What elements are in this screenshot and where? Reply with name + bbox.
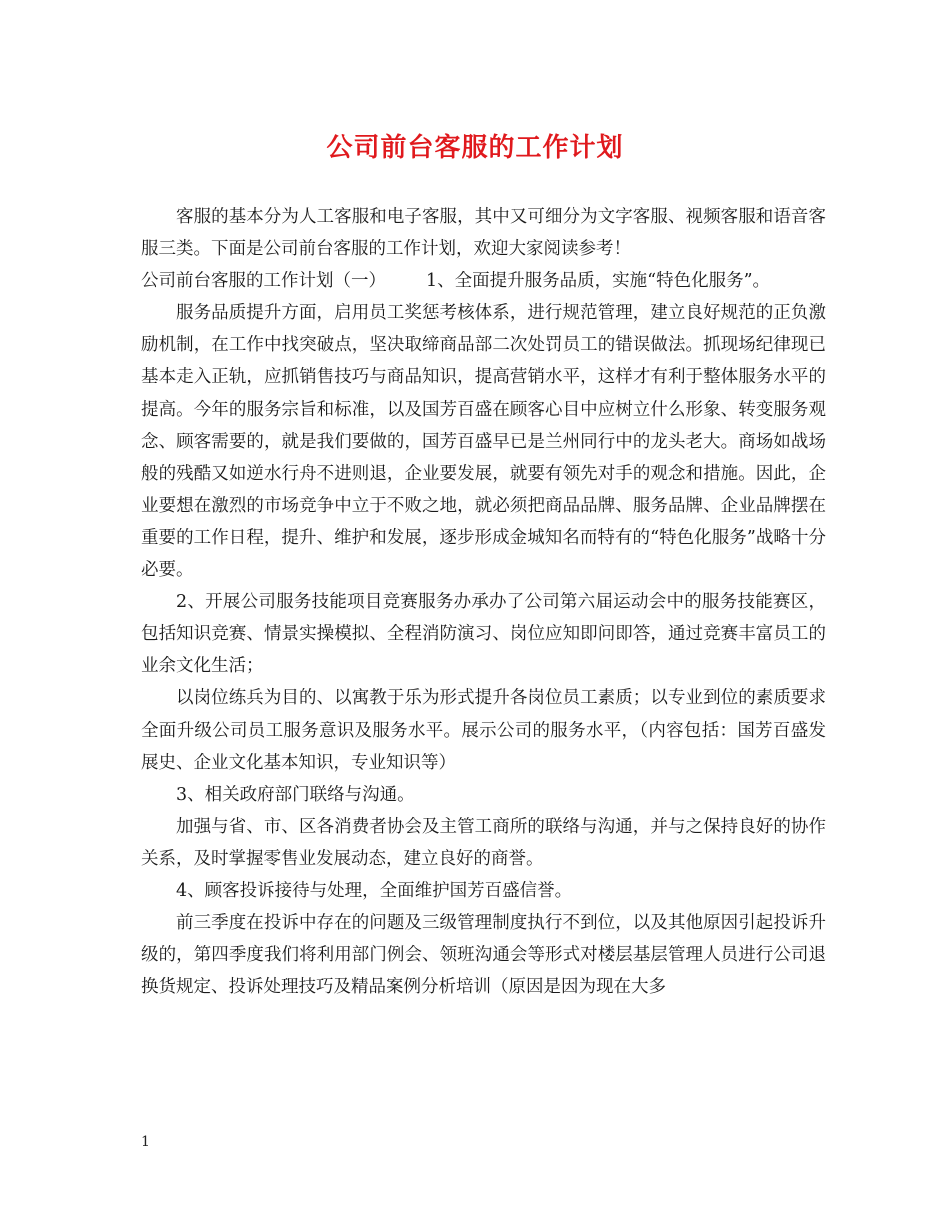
plan-heading-line bbox=[141, 265, 826, 297]
item3-heading: 3、相关政府部门联络与沟通。 bbox=[176, 784, 415, 805]
item4-heading: 4、顾客投诉接待与处理，全面维护国芳百盛信誉。 bbox=[176, 880, 573, 901]
document-title: 公司前台客服的工作计划 bbox=[326, 133, 624, 163]
document-body bbox=[141, 201, 826, 1003]
intro-paragraph: 客服的基本分为人工客服和电子客服，其中又可细分为文字客服、视频客服和语音客服三类。下面是公司前台客服的工作计划，欢迎大家阅读参考！ bbox=[141, 207, 826, 260]
item4-paragraph: 前三季度在投诉中存在的问题及三级管理制度执行不到位，以及其他原因引起投诉升级的，第四季度我们将利用部门例会、领班沟通会等形式对楼层基层管理人员进行公司退换货规定、投诉处理技巧及精品案例分析培训（原因是因为现在大多 bbox=[141, 913, 826, 998]
item1-heading: 1、全面提升服务品质，实施“特色化服务”。 bbox=[426, 271, 771, 292]
item3-paragraph: 加强与省、市、区各消费者协会及主管工商所的联络与沟通，并与之保持良好的协作关系，及时掌握零售业发展动态，建立良好的商誉。 bbox=[141, 816, 826, 869]
item2-body-paragraph: 以岗位练兵为目的、以寓教于乐为形式提升各岗位员工素质；以专业到位的素质要求全面升级公司员工服务意识及服务水平。展示公司的服务水平，（内容包括：国芳百盛发展史、企业文化基本知识，专业知识等） bbox=[141, 688, 826, 773]
item1-paragraph: 服务品质提升方面，启用员工奖惩考核体系，进行规范管理，建立良好规范的正负激励机制，在工作中找突破点，坚决取缔商品部二次处罚员工的错误做法。抓现场纪律现已基本走入正轨，应抓销售技巧与商品知识，提高营销水平，这样才有利于整体服务水平的提高。今年的服务宗旨和标准，以及国芳百盛在顾客心目中应树立什么形象、转变服务观念、顾客需要的，就是我们要做的，国芳百盛早已是兰州同行中的龙头老大。商场如战场般的残酷又如逆水行舟不进则退，企业要发展，就要有领先对手的观念和措施。因此，企业要想在激烈的市场竞争中立于不败之地，就必须把商品品牌、服务品牌、企业品牌摆在重要的工作日程，提升、维护和发展，逐步形成金城知名而特有的“特色化服务”战略十分必要。 bbox=[141, 303, 826, 581]
item2-paragraph: 2、开展公司服务技能项目竞赛服务办承办了公司第六届运动会中的服务技能赛区，包括知识竞赛、情景实操模拟、全程消防演习、岗位应知即问即答，通过竞赛丰富员工的业余文化生活； bbox=[141, 592, 826, 677]
page-number: 1 bbox=[141, 1134, 150, 1150]
plan-heading: 公司前台客服的工作计划（一） bbox=[141, 271, 386, 292]
